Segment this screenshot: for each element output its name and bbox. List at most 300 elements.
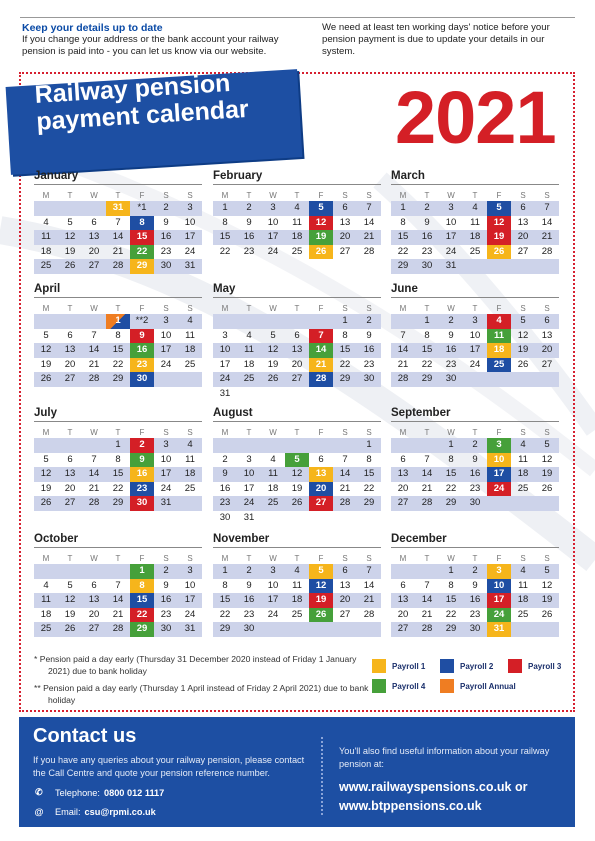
day-cell: 11 (487, 329, 511, 344)
day-cell: 2 (163, 565, 169, 576)
legend-swatch (372, 679, 386, 693)
day-cell: 2 (246, 565, 252, 576)
month-october (34, 531, 202, 637)
day-cell: 11 (41, 231, 51, 242)
day-cell: 27 (64, 373, 76, 384)
weekday-label: T (424, 191, 430, 200)
week-row (34, 372, 202, 387)
weekday-label: T (424, 304, 430, 313)
day-cell: 27 (88, 260, 100, 271)
day-cell: 17 (267, 594, 279, 605)
day-cell: 18 (291, 594, 303, 605)
weekday-label: W (447, 554, 455, 563)
day-cell: 31 (445, 260, 457, 271)
day-cell: 19 (64, 245, 76, 257)
day-cell: 14 (363, 579, 375, 591)
weekday-label: S (187, 554, 193, 563)
day-cell: 6 (342, 565, 348, 576)
btp-pensions-link[interactable]: www.btppensions.co.uk (339, 799, 482, 813)
day-cell: 30 (130, 372, 154, 387)
day-cell: 28 (363, 245, 375, 257)
day-cell: 7 (91, 329, 97, 341)
day-cell: 23 (363, 358, 375, 370)
day-cell: 24 (243, 497, 255, 508)
day-cell: 5 (270, 329, 276, 341)
weekday-header (391, 303, 559, 314)
weekday-label: M (221, 304, 229, 313)
day-cell: 26 (309, 608, 333, 623)
week-row (391, 245, 559, 260)
railways-pensions-link[interactable]: www.railwayspensions.co.uk or (339, 780, 528, 794)
day-cell: 26 (517, 358, 529, 370)
weekday-label: T (294, 304, 300, 313)
day-cell: 21 (88, 358, 100, 370)
day-cell: 25 (40, 623, 52, 634)
day-cell: 26 (40, 497, 52, 508)
day-cell (106, 564, 130, 579)
day-cell: 18 (40, 245, 52, 257)
day-cell: 28 (309, 372, 333, 387)
day-cell: 30 (469, 623, 481, 634)
day-cell: 20 (339, 231, 351, 242)
week-row (391, 438, 559, 453)
day-cell: 2 (424, 202, 430, 213)
weekday-label: W (447, 428, 455, 437)
week-row (34, 467, 202, 482)
weekday-label: S (544, 554, 550, 563)
weekday-label: S (366, 191, 372, 200)
day-cell (357, 387, 381, 402)
day-cell: 23 (130, 482, 154, 497)
weekday-label: W (447, 191, 455, 200)
day-cell: 9 (222, 468, 228, 479)
day-cell: 24 (267, 245, 279, 257)
week-row (213, 372, 381, 387)
day-cell: 5 (43, 329, 49, 341)
day-cell (237, 314, 261, 329)
day-cell: 3 (487, 564, 511, 579)
weekday-label: T (246, 554, 252, 563)
day-cell: 16 (219, 482, 231, 494)
day-cell: 26 (40, 373, 52, 384)
weekday-label: F (318, 554, 324, 563)
day-cell: 30 (421, 260, 433, 271)
day-cell: 10 (160, 453, 172, 465)
weekday-label: F (318, 428, 324, 437)
week-row (213, 482, 381, 497)
day-cell: 26 (541, 608, 553, 620)
month-name: March (391, 168, 559, 185)
day-cell (357, 622, 381, 637)
week-row (34, 608, 202, 623)
week-row (391, 564, 559, 579)
weekday-label: F (496, 191, 502, 200)
day-cell: 4 (246, 329, 252, 341)
day-cell (487, 259, 511, 274)
day-cell: 22 (112, 482, 124, 494)
telephone-number[interactable]: 0800 012 1117 (103, 787, 165, 798)
weekday-label: T (67, 191, 73, 200)
week-row (213, 608, 381, 623)
day-cell: 25 (487, 358, 511, 373)
month-name: August (213, 405, 381, 422)
day-cell: 20 (541, 344, 553, 355)
day-cell (58, 201, 82, 216)
weekday-label: W (447, 304, 455, 313)
day-cell: 3 (472, 315, 478, 326)
week-row (391, 453, 559, 468)
weekday-label: S (520, 191, 526, 200)
day-cell: 26 (541, 482, 553, 494)
day-cell: 21 (397, 358, 409, 370)
day-cell: 27 (517, 245, 529, 257)
day-cell: 8 (130, 216, 154, 231)
month-name: February (213, 168, 381, 185)
week-row (34, 358, 202, 373)
weekday-label: F (139, 191, 145, 200)
weekday-label: S (520, 304, 526, 313)
day-cell: 16 (243, 231, 255, 242)
week-row (391, 343, 559, 358)
day-cell (34, 201, 58, 216)
day-cell: 21 (421, 482, 433, 494)
day-cell: 5 (544, 565, 550, 576)
day-cell: 5 (520, 315, 526, 326)
day-cell: 15 (112, 344, 124, 355)
day-cell: 12 (309, 579, 333, 594)
weekday-label: S (342, 304, 348, 313)
day-cell: 4 (487, 314, 511, 329)
day-cell: 7 (424, 579, 430, 591)
day-cell (333, 387, 357, 402)
weekday-label: M (42, 428, 50, 437)
weekday-label: W (90, 554, 98, 563)
day-cell: 18 (469, 231, 481, 242)
day-cell: 28 (112, 623, 124, 634)
weekday-label: S (163, 191, 169, 200)
day-cell (213, 438, 237, 453)
week-row (34, 593, 202, 608)
email-label: Email: (55, 807, 81, 817)
day-cell: 13 (88, 231, 100, 242)
legend-payroll-annual: Payroll Annual (440, 679, 516, 693)
weekday-label: T (294, 554, 300, 563)
week-row (391, 216, 559, 231)
day-cell: 20 (64, 482, 76, 494)
week-row (213, 593, 381, 608)
weekday-label: S (544, 304, 550, 313)
day-cell: 30 (469, 497, 481, 508)
day-cell: 30 (160, 623, 172, 634)
day-cell: 16 (363, 344, 375, 355)
month-april (34, 281, 202, 387)
day-cell: 4 (43, 579, 49, 591)
week-row (34, 622, 202, 637)
day-cell (261, 387, 285, 402)
day-cell: 17 (445, 231, 457, 242)
day-cell: 18 (40, 608, 52, 620)
week-row (213, 358, 381, 373)
day-cell: 25 (469, 245, 481, 257)
day-cell: 31 (243, 511, 255, 523)
day-cell: 2 (472, 439, 478, 450)
day-cell: 16 (130, 343, 154, 358)
weekday-label: S (544, 428, 550, 437)
weekday-label: M (42, 554, 50, 563)
weekday-label: M (221, 191, 229, 200)
month-may (213, 281, 381, 401)
legend-payroll-1: Payroll 1 (372, 659, 425, 673)
day-cell: 25 (40, 260, 52, 271)
day-cell (82, 314, 106, 329)
day-cell: 6 (400, 579, 406, 591)
day-cell (535, 372, 559, 387)
weekday-label: T (115, 554, 121, 563)
day-cell: 18 (517, 594, 529, 605)
day-cell: 30 (160, 260, 172, 271)
weekday-label: S (520, 554, 526, 563)
day-cell: 15 (112, 468, 124, 479)
day-cell: 25 (243, 373, 255, 384)
weekday-label: T (246, 428, 252, 437)
week-row (213, 329, 381, 344)
day-cell: 21 (112, 608, 124, 620)
day-cell (285, 438, 309, 453)
weekday-label: T (424, 428, 430, 437)
weekday-label: S (187, 304, 193, 313)
day-cell: 25 (517, 482, 529, 494)
day-cell: 11 (268, 468, 278, 479)
day-cell: 23 (160, 608, 172, 620)
day-cell: 22 (445, 608, 457, 620)
day-cell: 13 (291, 344, 303, 355)
day-cell: 25 (291, 245, 303, 257)
day-cell: 5 (43, 453, 49, 465)
day-cell: 15 (219, 231, 231, 242)
month-march (391, 168, 559, 274)
day-cell: 19 (64, 608, 76, 620)
day-cell: 20 (397, 608, 409, 620)
day-cell: 1 (400, 202, 406, 213)
weekday-label: S (187, 191, 193, 200)
day-cell (285, 622, 309, 637)
weekday-label: F (139, 304, 145, 313)
day-cell: 11 (292, 579, 302, 591)
day-cell: 24 (184, 245, 196, 257)
day-cell: 5 (309, 564, 333, 579)
day-cell: 7 (342, 453, 348, 465)
day-cell: 7 (91, 453, 97, 465)
day-cell: 23 (130, 358, 154, 373)
day-cell: 13 (339, 216, 351, 228)
day-cell (58, 438, 82, 453)
day-cell: 19 (309, 593, 333, 608)
day-cell (58, 314, 82, 329)
day-cell: 6 (400, 453, 406, 465)
day-cell: 9 (163, 579, 169, 591)
day-cell: 9 (246, 216, 252, 228)
month-name: June (391, 281, 559, 298)
day-cell: 4 (472, 202, 478, 213)
day-cell: 13 (64, 344, 76, 355)
day-cell: 29 (112, 373, 124, 384)
email-address[interactable]: csu@rpmi.co.uk (84, 807, 156, 817)
week-row (391, 467, 559, 482)
day-cell: 10 (469, 329, 481, 341)
day-cell: 19 (267, 358, 279, 370)
month-november (213, 531, 381, 637)
weekday-label: T (67, 554, 73, 563)
day-cell: 10 (267, 579, 279, 591)
day-cell: 8 (424, 329, 430, 341)
day-cell (535, 622, 559, 637)
day-cell: 7 (424, 453, 430, 465)
day-cell (34, 564, 58, 579)
day-cell: 22 (397, 245, 409, 257)
weekday-label: W (90, 428, 98, 437)
day-cell: 12 (64, 594, 76, 605)
day-cell (309, 438, 333, 453)
week-row (34, 216, 202, 231)
week-row (213, 467, 381, 482)
day-cell: 27 (88, 623, 100, 634)
day-cell (309, 314, 333, 329)
week-row (34, 314, 202, 329)
day-cell: 9 (472, 579, 478, 591)
day-cell: **2 (135, 315, 149, 326)
week-row (34, 329, 202, 344)
day-cell: 4 (270, 453, 276, 465)
weekday-label: T (472, 191, 478, 200)
day-cell: 31 (184, 260, 196, 271)
weekday-label: S (520, 428, 526, 437)
day-cell (309, 511, 333, 526)
weekday-label: S (366, 304, 372, 313)
day-cell: 14 (112, 594, 124, 605)
day-cell: 22 (219, 245, 231, 257)
day-cell: 17 (184, 594, 196, 605)
day-cell: 11 (185, 453, 195, 465)
week-row (391, 329, 559, 344)
day-cell: 5 (309, 201, 333, 216)
day-cell: 21 (112, 245, 124, 257)
day-cell: 12 (541, 453, 553, 465)
day-cell (415, 438, 439, 453)
day-cell (261, 314, 285, 329)
day-cell: 17 (160, 344, 172, 355)
weekday-label: M (399, 191, 407, 200)
day-cell: 13 (88, 594, 100, 605)
day-cell: 20 (291, 358, 303, 370)
day-cell: 15 (421, 344, 433, 355)
day-cell: 29 (130, 259, 154, 274)
day-cell: 6 (91, 216, 97, 228)
day-cell: 17 (160, 468, 172, 479)
week-row (391, 496, 559, 511)
day-cell: 1 (222, 202, 228, 213)
day-cell: 2 (163, 202, 169, 213)
week-row (34, 482, 202, 497)
weekday-label: T (472, 428, 478, 437)
day-cell: 14 (309, 343, 333, 358)
weekday-label: W (90, 191, 98, 200)
day-cell: 15 (219, 594, 231, 605)
day-cell: 31 (219, 387, 231, 399)
month-july (34, 405, 202, 511)
day-cell: 27 (541, 358, 553, 370)
day-cell: 16 (469, 594, 481, 605)
month-name: October (34, 531, 202, 548)
day-cell: 17 (267, 231, 279, 242)
day-cell: 24 (469, 358, 481, 370)
week-row (391, 608, 559, 623)
day-cell: 29 (445, 623, 457, 634)
day-cell: 9 (163, 216, 169, 228)
day-cell: 13 (397, 468, 409, 479)
day-cell: 20 (88, 608, 100, 620)
day-cell: 29 (130, 622, 154, 637)
day-cell: 17 (219, 358, 231, 370)
website-info-text: You'll also find useful information about your railway pension at: (339, 746, 550, 769)
day-cell: 13 (541, 329, 553, 341)
day-cell (415, 564, 439, 579)
day-cell: 12 (517, 329, 529, 341)
phone-icon: ✆ (35, 787, 43, 797)
day-cell: 26 (267, 373, 279, 384)
day-cell: 21 (88, 482, 100, 494)
day-cell: 24 (160, 482, 172, 494)
day-cell: 13 (64, 468, 76, 479)
day-cell: 25 (291, 608, 303, 620)
day-cell: 25 (517, 608, 529, 620)
day-cell: 12 (487, 216, 511, 231)
day-cell: 21 (421, 608, 433, 620)
day-cell (261, 622, 285, 637)
day-cell: 31 (487, 622, 511, 637)
day-cell: 9 (366, 329, 372, 341)
weekday-label: W (269, 428, 277, 437)
weekday-label: S (163, 554, 169, 563)
day-cell: 4 (520, 565, 526, 576)
day-cell: 19 (541, 468, 553, 479)
day-cell (333, 511, 357, 526)
day-cell (309, 622, 333, 637)
day-cell (511, 622, 535, 637)
day-cell: 1 (448, 439, 454, 450)
day-cell: 14 (541, 216, 553, 228)
week-row (34, 564, 202, 579)
day-cell: 23 (445, 358, 457, 370)
legend-swatch (508, 659, 522, 673)
weekday-label: W (269, 554, 277, 563)
day-cell: 20 (339, 594, 351, 605)
day-cell: 29 (363, 497, 375, 508)
day-cell: 3 (222, 329, 228, 341)
week-row (34, 230, 202, 245)
week-row (213, 579, 381, 594)
weekday-label: M (221, 554, 229, 563)
day-cell: 30 (243, 623, 255, 634)
week-row (391, 358, 559, 373)
week-row (391, 372, 559, 387)
day-cell: 15 (397, 231, 409, 242)
weekday-label: T (115, 191, 121, 200)
weekday-label: F (318, 304, 324, 313)
day-cell (285, 314, 309, 329)
day-cell (82, 201, 106, 216)
day-cell: 30 (363, 373, 375, 384)
day-cell: 12 (40, 344, 52, 355)
